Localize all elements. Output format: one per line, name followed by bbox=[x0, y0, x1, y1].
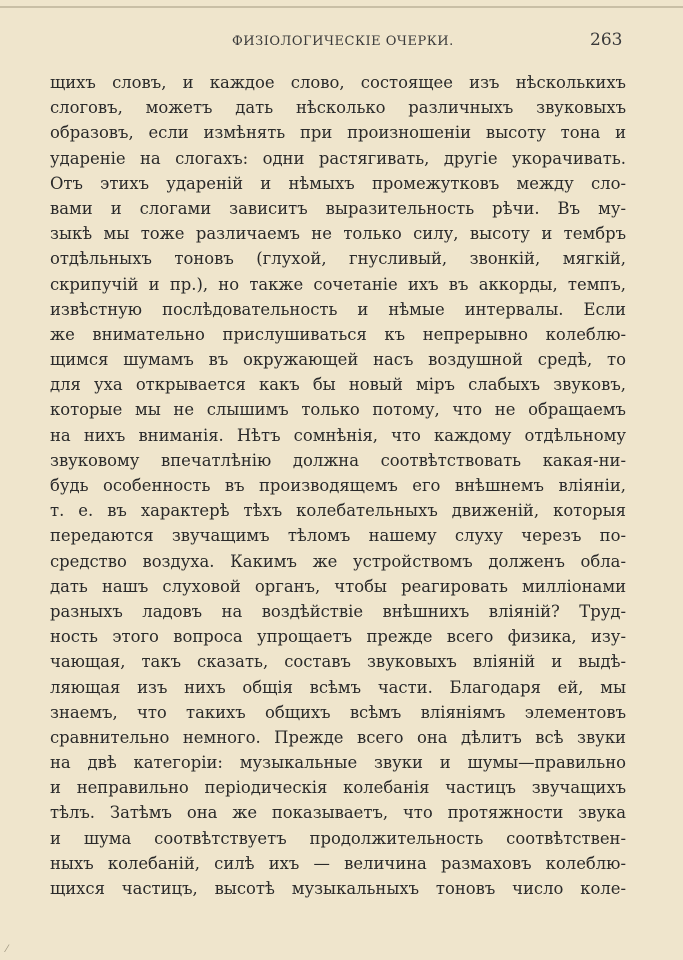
page-number: 263 bbox=[590, 30, 623, 50]
text-line: удареніе на слогахъ: одни растягивать, другіе укорачивать. bbox=[50, 148, 626, 168]
text-line: извѣстную послѣдовательность и нѣмые интервалы. Если bbox=[50, 299, 626, 319]
text-line: щимся шумамъ въ окружающей насъ воздушной средѣ, то bbox=[50, 350, 626, 370]
text-line: которые мы не слышимъ только потому, что не обращаемъ bbox=[50, 400, 626, 420]
text-line: ныхъ колебаній, силѣ ихъ — величина размаховъ колеблю- bbox=[50, 853, 626, 873]
text-line: же внимательно прислушиваться къ непрерывно колеблю- bbox=[50, 324, 626, 344]
text-line: ляющая изъ нихъ общія всѣмъ части. Благодаря ей, мы bbox=[50, 677, 626, 697]
text-line: щихъ словъ, и каждое слово, состоящее изъ нѣсколькихъ bbox=[50, 73, 626, 92]
text-line: тѣлъ. Затѣмъ она же показываетъ, что протяжности звука bbox=[50, 803, 626, 823]
text-line: образовъ, если измѣнять при произношеніи высоту тона и bbox=[50, 123, 626, 143]
text-line: слоговъ, можетъ дать нѣсколько различныхъ звуковыхъ bbox=[50, 98, 626, 118]
running-head: ФИЗІОЛОГИЧЕСКІЕ ОЧЕРКИ. bbox=[232, 34, 454, 49]
text-line: зыкѣ мы тоже различаемъ не только силу, высоту и тембръ bbox=[50, 224, 626, 244]
text-line: знаемъ, что такихъ общихъ всѣмъ вліяніямъ элементовъ bbox=[50, 702, 626, 722]
text-line: средство воздуха. Какимъ же устройствомъ долженъ обла- bbox=[50, 551, 626, 571]
text-line: и неправильно періодическія колебанія частицъ звучащихъ bbox=[50, 778, 626, 798]
text-line: т. е. въ характерѣ тѣхъ колебательныхъ движеній, которыя bbox=[50, 501, 626, 521]
text-line: и шума соотвѣтствуетъ продолжительность соотвѣтствен- bbox=[50, 828, 626, 848]
text-line: скрипучій и пр.), но также сочетаніе ихъ въ аккорды, темпъ, bbox=[50, 274, 626, 294]
top-edge-rule bbox=[0, 6, 683, 8]
text-line: передаются звучащимъ тѣломъ нашему слуху черезъ по- bbox=[50, 526, 626, 546]
text-line: разныхъ ладовъ на воздѣйствіе внѣшнихъ вліяній? Труд- bbox=[50, 601, 626, 621]
text-line: Отъ этихъ ударенiй и нѣмыхъ промежутковъ между сло- bbox=[50, 173, 626, 193]
text-line: щихся частицъ, высотѣ музыкальныхъ тоновъ число коле- bbox=[50, 879, 626, 898]
text-line: отдѣльныхъ тоновъ (глухой, гнусливый, звонкій, мягкій, bbox=[50, 249, 626, 269]
text-line: для уха открывается какъ бы новый міръ слабыхъ звуковъ, bbox=[50, 375, 626, 395]
text-line: будь особенность въ производящемъ его внѣшнемъ вліяніи, bbox=[50, 476, 626, 495]
text-line: ность этого вопроса упрощаетъ прежде всего физика, изу- bbox=[50, 627, 626, 647]
text-line: дать нашъ слуховой органъ, чтобы реагировать милліонами bbox=[50, 576, 626, 596]
text-line: сравнительно немного. Прежде всего она дѣлитъ всѣ звуки bbox=[50, 727, 626, 747]
text-line: вами и слогами зависитъ выразительность рѣчи. Въ му- bbox=[50, 198, 626, 218]
text-line: на двѣ категоріи: музыкальные звуки и шумы—правильно bbox=[50, 753, 626, 773]
text-line: звуковому впечатлѣнію должна соотвѣтствовать какая-ни- bbox=[50, 450, 626, 470]
page-edge-mark: ⁄ bbox=[6, 944, 8, 955]
text-line: чающая, такъ сказать, составъ звуковыхъ вліяній и выдѣ- bbox=[50, 652, 626, 672]
body-text bbox=[50, 70, 626, 901]
text-line: на нихъ вниманія. Нѣтъ сомнѣнія, что каждому отдѣльному bbox=[50, 425, 626, 445]
